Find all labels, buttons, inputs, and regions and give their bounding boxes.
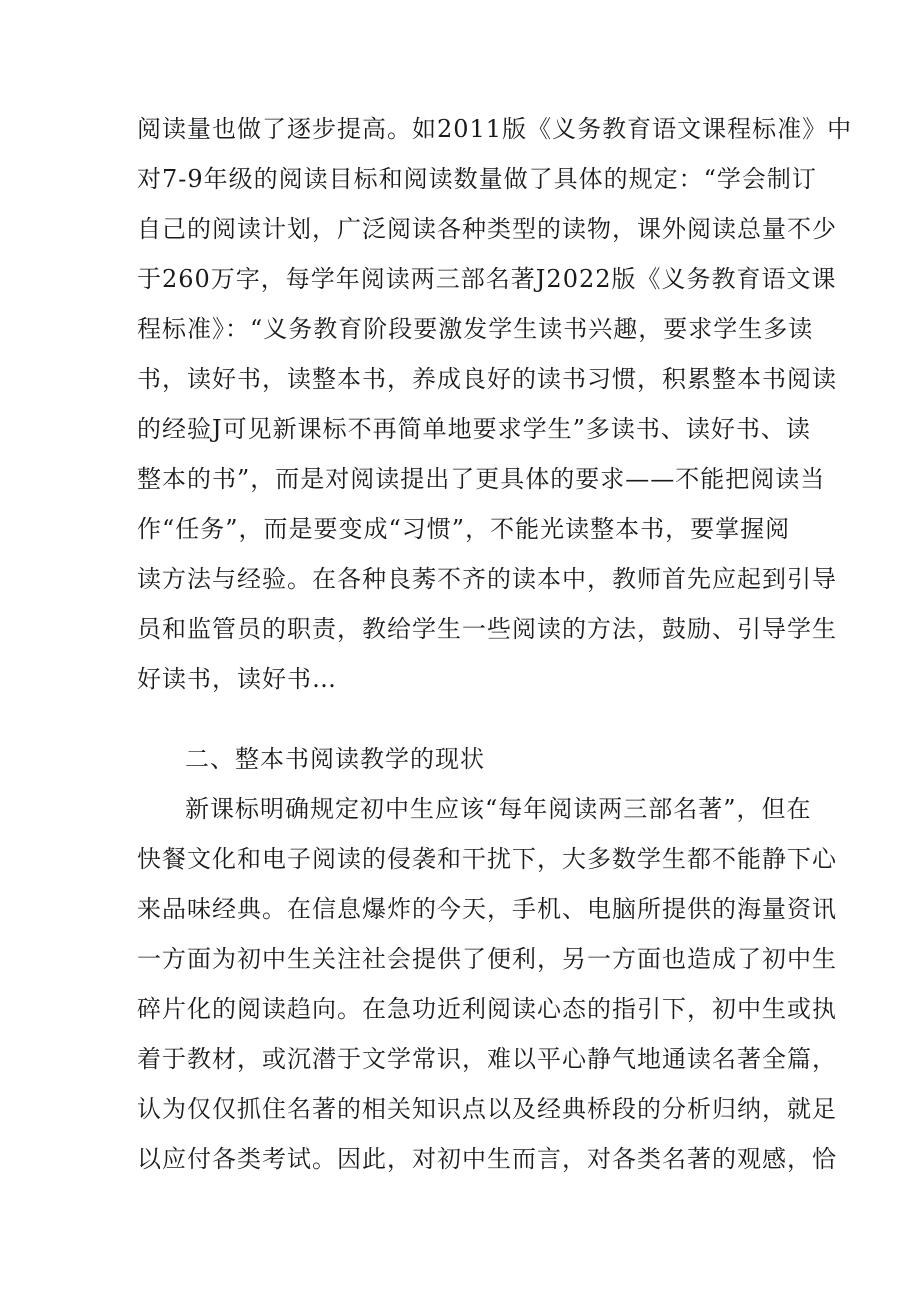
text-line: 整本的书”，而是对阅读提出了更具体的要求——不能把阅读当 bbox=[137, 465, 826, 493]
paragraph-reading-status bbox=[137, 784, 837, 1184]
text-line: 好读书，读好书… bbox=[137, 665, 337, 693]
text-line: 读方法与经验。在各种良莠不齐的读本中，教师首先应起到引导 bbox=[137, 565, 837, 593]
text-line: 新课标明确规定初中生应该“每年阅读两三部名著”，但在 bbox=[185, 795, 812, 823]
document-body bbox=[137, 104, 853, 1184]
text-line: 于260万字，每学年阅读两三部名著J2022版《义务教育语文课 bbox=[137, 265, 837, 293]
text-line: 以应付各类考试。因此，对初中生而言，对各类名著的观感，恰 bbox=[137, 1145, 837, 1173]
paragraph-reading-standards bbox=[137, 104, 853, 704]
text-line: 阅读量也做了逐步提高。如2011版《义务教育语文课程标准》中 bbox=[137, 115, 853, 143]
paragraph-spacer bbox=[137, 704, 789, 734]
text-line: 一方面为初中生关注社会提供了便利，另一方面也造成了初中生 bbox=[137, 945, 837, 973]
text-line: 的经验J可见新课标不再简单地要求学生”多读书、读好书、读 bbox=[137, 415, 811, 443]
text-line: 着于教材，或沉潜于文学常识，难以平心静气地通读名著全篇， bbox=[137, 1045, 837, 1073]
text-line: 自己的阅读计划，广泛阅读各种类型的读物，课外阅读总量不少 bbox=[137, 215, 837, 243]
text-line: 书，读好书，读整本书，养成良好的读书习惯，积累整本书阅读 bbox=[137, 365, 837, 393]
text-line: 作“任务”，而是要变成“习惯”，不能光读整本书，要掌握阅 bbox=[137, 515, 791, 543]
text-line: 碎片化的阅读趋向。在急功近利阅读心态的指引下，初中生或执 bbox=[137, 995, 837, 1023]
text-line: 认为仅仅抓住名著的相关知识点以及经典桥段的分析归纳，就足 bbox=[137, 1095, 837, 1123]
text-line: 来品味经典。在信息爆炸的今天，手机、电脑所提供的海量资讯 bbox=[137, 895, 837, 923]
text-line: 员和监管员的职责，教给学生一些阅读的方法，鼓励、引导学生 bbox=[137, 615, 837, 643]
text-line: 程标准》：“义务教育阶段要激发学生读书兴趣，要求学生多读 bbox=[137, 315, 814, 343]
text-line: 快餐文化和电子阅读的侵袭和干扰下，大多数学生都不能静下心 bbox=[137, 845, 837, 873]
section-heading: 二、整本书阅读教学的现状 bbox=[185, 745, 485, 773]
text-line: 对7-9年级的阅读目标和阅读数量做了具体的规定：“学会制订 bbox=[137, 165, 817, 193]
